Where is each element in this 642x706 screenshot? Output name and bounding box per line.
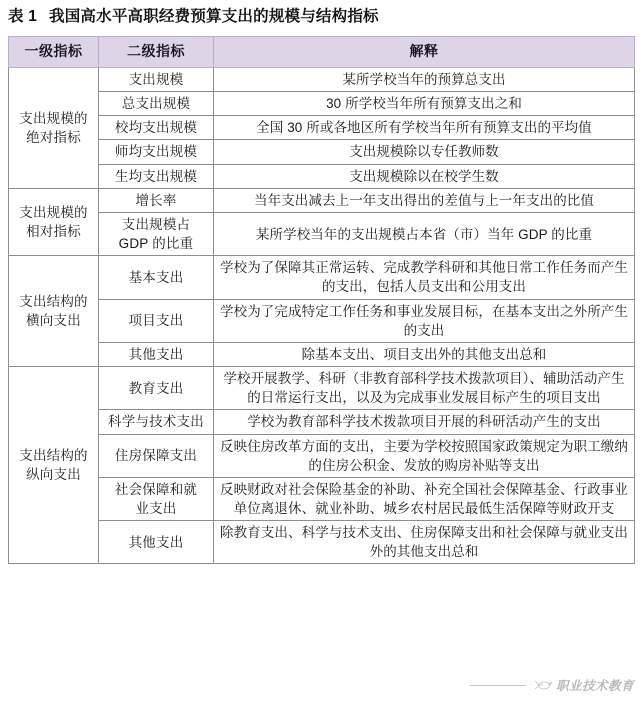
level2-indicator-cell: 基本支出 bbox=[99, 256, 214, 299]
watermark-rule bbox=[470, 685, 526, 686]
level2-indicator-cell: 增长率 bbox=[99, 188, 214, 212]
table-body bbox=[9, 68, 635, 564]
table-caption-number: 表 1 bbox=[8, 8, 38, 25]
column-header-explanation: 解释 bbox=[214, 37, 635, 68]
level2-indicator-cell: 其他支出 bbox=[99, 342, 214, 366]
level2-indicator-cell: 支出规模 bbox=[99, 68, 214, 92]
explanation-cell: 支出规模除以在校学生数 bbox=[214, 164, 635, 188]
explanation-cell: 学校为教育部科学技术拨款项目开展的科研活动产生的支出 bbox=[214, 410, 635, 434]
explanation-cell: 除教育支出、科学与技术支出、住房保障支出和社会保障与就业支出外的其他支出总和 bbox=[214, 521, 635, 564]
explanation-cell: 某所学校当年的支出规模占本省（市）当年 GDP 的比重 bbox=[214, 212, 635, 255]
explanation-cell: 全国 30 所或各地区所有学校当年所有预算支出的平均值 bbox=[214, 116, 635, 140]
level2-indicator-cell: 其他支出 bbox=[99, 521, 214, 564]
explanation-cell: 反映住房改革方面的支出，主要为学校按照国家政策规定为职工缴纳的住房公积金、发放的购房补贴等支出 bbox=[214, 434, 635, 477]
publisher-watermark bbox=[470, 676, 634, 694]
level2-indicator-cell: 项目支出 bbox=[99, 299, 214, 342]
level2-indicator-cell: 科学与技术支出 bbox=[99, 410, 214, 434]
explanation-cell: 学校为了完成特定工作任务和事业发展目标，在基本支出之外所产生的支出 bbox=[214, 299, 635, 342]
level2-indicator-cell: 生均支出规模 bbox=[99, 164, 214, 188]
level1-indicator-cell: 支出结构的 纵向支出 bbox=[9, 367, 99, 564]
explanation-cell: 某所学校当年的预算总支出 bbox=[214, 68, 635, 92]
table-row bbox=[9, 188, 635, 212]
table-head bbox=[9, 37, 635, 68]
table-row bbox=[9, 164, 635, 188]
table-row bbox=[9, 342, 635, 366]
level2-indicator-cell: 总支出规模 bbox=[99, 92, 214, 116]
level1-indicator-cell: 支出结构的 横向支出 bbox=[9, 256, 99, 367]
explanation-cell: 当年支出减去上一年支出得出的差值与上一年支出的比值 bbox=[214, 188, 635, 212]
column-header-level2: 二级指标 bbox=[99, 37, 214, 68]
table-caption bbox=[8, 4, 379, 26]
table-row bbox=[9, 256, 635, 299]
table-row bbox=[9, 68, 635, 92]
table-row bbox=[9, 410, 635, 434]
level1-indicator-cell: 支出规模的 相对指标 bbox=[9, 188, 99, 255]
table-row bbox=[9, 477, 635, 520]
bird-logo-icon bbox=[532, 678, 552, 693]
level2-indicator-cell: 教育支出 bbox=[99, 367, 214, 410]
column-header-level1: 一级指标 bbox=[9, 37, 99, 68]
table-row bbox=[9, 299, 635, 342]
table-header-row bbox=[9, 37, 635, 68]
indicator-table bbox=[8, 36, 635, 564]
level1-indicator-cell: 支出规模的 绝对指标 bbox=[9, 68, 99, 189]
table-row bbox=[9, 367, 635, 410]
level2-indicator-cell: 师均支出规模 bbox=[99, 140, 214, 164]
table-row bbox=[9, 212, 635, 255]
table-row bbox=[9, 116, 635, 140]
level2-indicator-cell: 校均支出规模 bbox=[99, 116, 214, 140]
level2-indicator-cell: 支出规模占 GDP 的比重 bbox=[99, 212, 214, 255]
level2-indicator-cell: 住房保障支出 bbox=[99, 434, 214, 477]
explanation-cell: 30 所学校当年所有预算支出之和 bbox=[214, 92, 635, 116]
table-row bbox=[9, 434, 635, 477]
table-row bbox=[9, 92, 635, 116]
explanation-cell: 学校开展教学、科研（非教育部科学技术拨款项目）、辅助活动产生的日常运行支出，以及为完成事业发展目标产生的项目支出 bbox=[214, 367, 635, 410]
table-row bbox=[9, 140, 635, 164]
explanation-cell: 支出规模除以专任教师数 bbox=[214, 140, 635, 164]
table-caption-title: 我国高水平高职经费预算支出的规模与结构指标 bbox=[49, 8, 379, 25]
level2-indicator-cell: 社会保障和就 业支出 bbox=[99, 477, 214, 520]
explanation-cell: 除基本支出、项目支出外的其他支出总和 bbox=[214, 342, 635, 366]
indicator-table-wrapper bbox=[8, 36, 634, 564]
table-row bbox=[9, 521, 635, 564]
explanation-cell: 反映财政对社会保险基金的补助、补充全国社会保障基金、行政事业单位离退休、就业补助、城乡农村居民最低生活保障等财政开支 bbox=[214, 477, 635, 520]
watermark-text: 职业技术教育 bbox=[555, 679, 634, 693]
explanation-cell: 学校为了保障其正常运转、完成教学科研和其他日常工作任务而产生的支出，包括人员支出和公用支出 bbox=[214, 256, 635, 299]
